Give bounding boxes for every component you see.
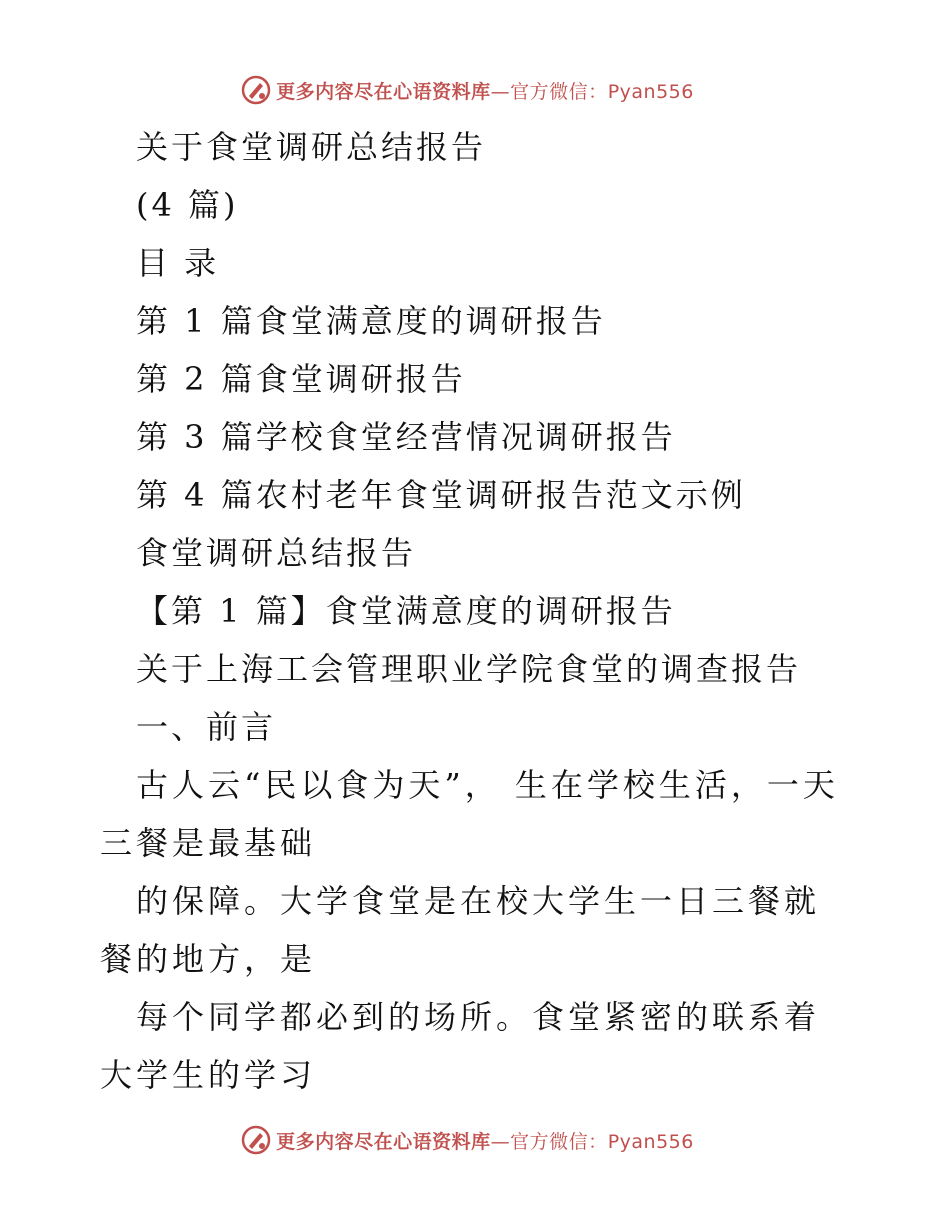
banner-separator: —官方微信： <box>490 1130 608 1153</box>
banner-text: 更多内容尽在心语资料库 <box>276 80 491 103</box>
footer-banner <box>0 1120 950 1160</box>
document-body <box>100 118 860 1104</box>
banner-wechat: Pyan556 <box>607 1130 694 1153</box>
toc-item: 第 2 篇食堂调研报告 <box>136 360 466 398</box>
banner-wechat: Pyan556 <box>607 80 694 103</box>
section-heading: 一、前言 <box>136 708 277 746</box>
body-paragraph: 每个同学都必到的场所。食堂紧密的联系着大学生的学习 <box>100 998 821 1094</box>
logo-icon <box>240 74 272 106</box>
part-heading: 【第 1 篇】食堂满意度的调研报告 <box>136 592 676 630</box>
body-paragraph: 的保障。大学食堂是在校大学生一日三餐就餐的地方，是 <box>100 882 821 978</box>
main-title: 食堂调研总结报告 <box>136 534 417 572</box>
document-title: 关于食堂调研总结报告 <box>136 128 487 166</box>
banner-separator: —官方微信： <box>490 80 608 103</box>
toc-item: 第 1 篇食堂满意度的调研报告 <box>136 302 606 340</box>
toc-heading: 目 录 <box>136 244 220 282</box>
toc-item: 第 3 篇学校食堂经营情况调研报告 <box>136 418 676 456</box>
toc-item: 第 4 篇农村老年食堂调研报告范文示例 <box>136 476 746 514</box>
banner-text: 更多内容尽在心语资料库 <box>276 1130 491 1153</box>
article-count: (4 篇) <box>136 186 239 224</box>
report-subtitle: 关于上海工会管理职业学院食堂的调查报告 <box>136 650 802 688</box>
logo-icon <box>240 1124 272 1156</box>
header-banner <box>0 70 950 110</box>
body-paragraph: 古人云“民以食为天”， 生在学校生活，一天三餐是最基础 <box>100 766 839 862</box>
